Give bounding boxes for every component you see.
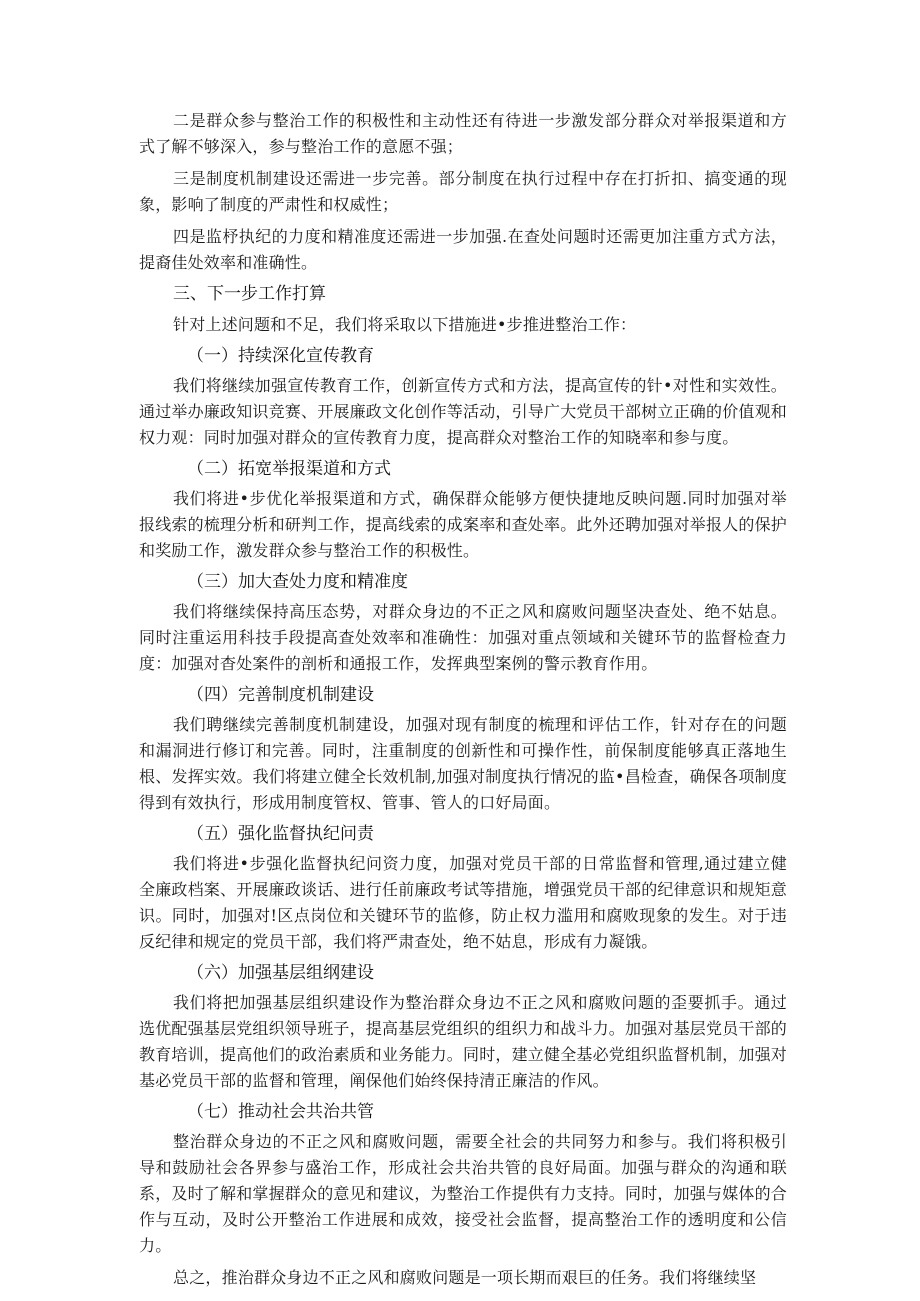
subheading-7: （七）推动社会共治共管 — [187, 1102, 374, 1122]
paragraph-measure-5: 我们将进•步强化监督执纪问资力度，加强对党员干部的日常监督和管理,通过建立健全廉政档案、开展廉政谈话、进行任前廉政考试等措施，增强党员干部的纪律意识和规矩意识。同时，加强对!区点岗位和关键环节的监修，防止权力滥用和腐败现象的发生。对于违反纪律和规定的党员干部，我们将严肃查处，绝不姑息，形成有力凝饿。 — [139, 854, 788, 951]
paragraph-measure-7: 整治群众身边的不正之风和腐败问题，需要全社会的共同努力和参与。我们将积极引导和鼓励社会各界参与盛治工作，形成社会共治共管的良好局面。加强与群众的沟通和联系，及时了解和掌握群众的意见和建议，为整治工作提供有力支持。同时，加强与媒体的合作与互动，及时公开整治工作进展和成效，接受社会监督，提高整治工作的透明度和公信力。 — [139, 1132, 788, 1255]
subheading-2: （二）拓宽举报渠道和方式 — [187, 459, 391, 479]
subheading-1: （一）持续深化宣传教育 — [187, 346, 374, 366]
paragraph-measure-4: 我们聘继续完善制度机制建设，加强对现有制度的梳理和评估工作，针对存在的问题和漏洞进行修订和完善。同时，注重制度的创新性和可操作性，前保制度能够真正落地生根、发挥实效。我们将建立健全长效机制,加强对制度执行情况的监•昌检查，确保各项制度得到有效执行，形成用制度管权、管事、管人的口好局面。 — [139, 715, 787, 812]
paragraph-issue-3: 三是制度机制建设还需进一步完善。部分制度在执行过程中存在打折扣、搞变通的现象，影响了制度的严肃性和权威性； — [139, 169, 787, 214]
section-heading-next-steps: 三、下一步工作打算 — [173, 284, 326, 304]
subheading-4: （四）完善制度机制建设 — [187, 685, 374, 705]
document-body — [139, 108, 787, 1297]
paragraph-intro-measures: 针对上述问题和不足，我们将采取以下措施进•步推进整治工作： — [173, 315, 637, 334]
paragraph-issue-2: 二是群众参与整治工作的积极性和主动性还有待进一步激发部分群众对举报渠道和方式了解不够深入，参与整治工作的意愿不强； — [139, 111, 787, 156]
paragraph-measure-3: 我们将继续保持高压态势，对群众身边的不正之风和腐败问题坚决查处、绝不姑息。同时注重运用科技手段提高查处效率和准确性：加强对重点领域和关键环节的监督检查力度：加强对杳处案件的剖析和通报工作，发挥典型案例的警示教育作用。 — [139, 602, 787, 673]
subheading-6: （六）加强基层组纲建设 — [187, 963, 374, 983]
paragraph-conclusion: 总之，推治群众身边不正之风和腐败问题是一项长期而艰巨的任务。我们将继续坚 — [173, 1268, 757, 1287]
subheading-5: （五）强化监督执纪问责 — [187, 824, 374, 844]
paragraph-issue-4: 四是监杼执纪的力度和精准度还需进一步加强.在查处问题时还需更加注重方式方法，提裔佳处效率和准确性。 — [139, 227, 787, 272]
subheading-3: （三）加大查处力度和精准度 — [187, 572, 408, 592]
paragraph-measure-1: 我们将继续加强宣传教育工作，创新宣传方式和方法，提高宣传的针•对性和实效性。通过举办廉政知识竞赛、开展廉政文化创作等活动，引导广大党员干部树立正确的价值观和权力观：同时加强对群众的宣传教育力度，提高群众对整治工作的知晓率和参与度。 — [139, 376, 788, 447]
paragraph-measure-6: 我们将把加强基层组织建设作为整治群众身边不正之风和腐败问题的歪要抓手。通过选优配强基层党组织领导班子，提高基层党组织的组织力和战斗力。加强对基层党员干部的教育培训，提高他们的政治素质和业务能力。同时，建立健全基必党组织监督机制，加强对基必党员干部的监督和管理，阐保他们始终保持清正廉洁的作风。 — [139, 993, 788, 1090]
paragraph-measure-2: 我们将进•步优化举报渠道和方式，确保群众能够方便快捷地反映问题.同时加强对举报线索的梳理分析和研判工作，提高线索的成案率和查处率。此外还聘加强对举报人的保护和奖励工作，激发群众参与整治工作的积极性。 — [139, 489, 788, 560]
